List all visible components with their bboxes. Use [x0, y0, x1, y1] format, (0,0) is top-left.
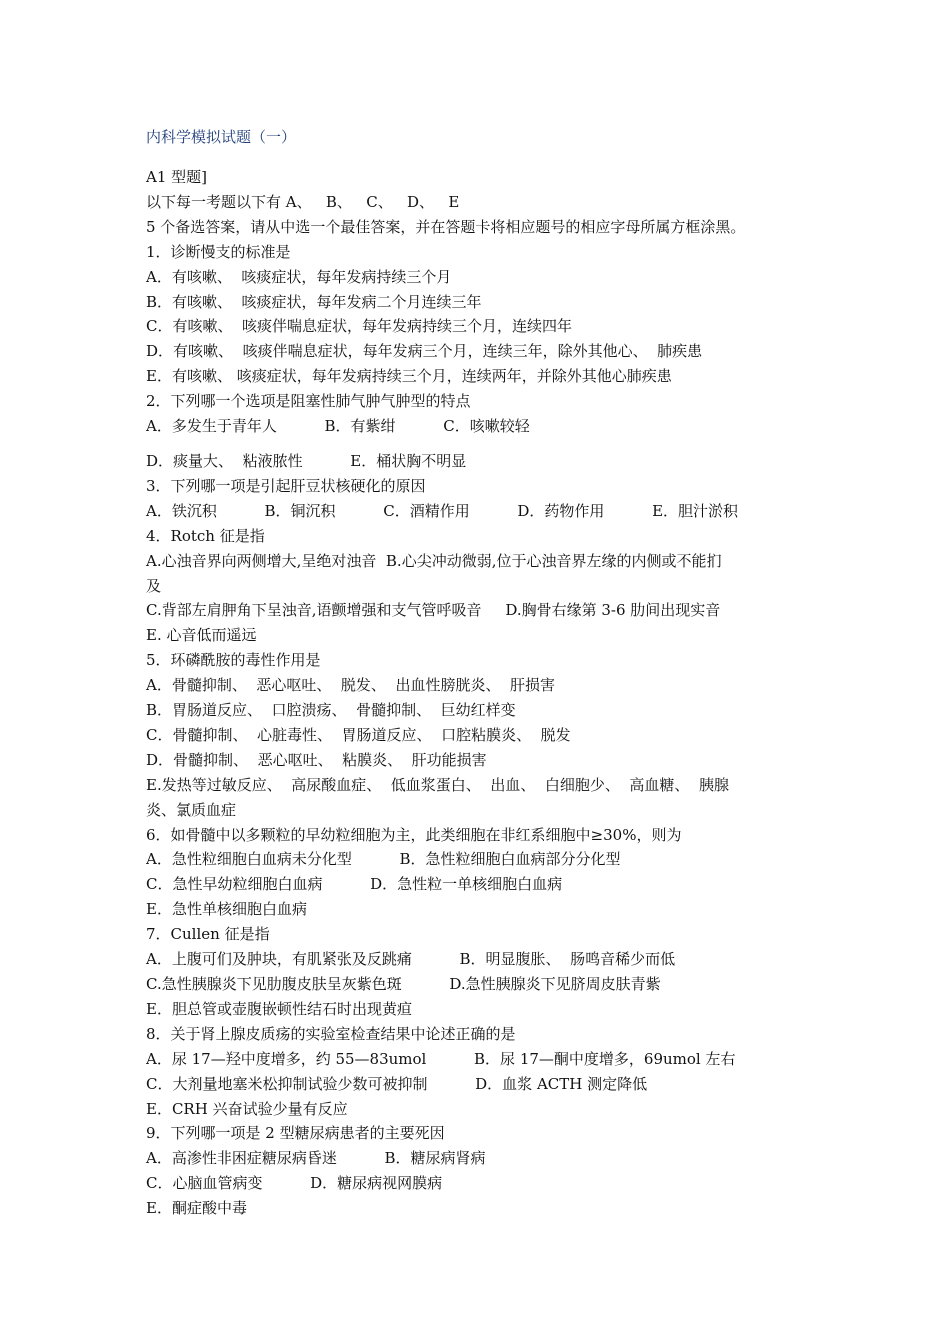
question-stem: 5．环磷酰胺的毒性作用是 [146, 651, 321, 670]
answer-option-continuation: 炎、氯质血症 [146, 800, 237, 819]
question-stem: 2．下列哪一个选项是阻塞性肺气肿气肿型的特点 [146, 392, 471, 411]
question-stem: 6．如骨髓中以多颗粒的早幼粒细胞为主，此类细胞在非红系细胞中≥30%，则为 [146, 825, 682, 844]
answer-options-row: A．上腹可们及肿块，有肌紧张及反跳痛 B．明显腹胀、 肠鸣音稀少而低 [146, 950, 676, 969]
answer-options-row: C．心脑血管病变 D．糖尿病视网膜病 [146, 1174, 443, 1193]
question-stem: 4．Rotch 征是指 [146, 526, 265, 545]
answer-options-row: A．高渗性非困症糖尿病昏迷 B．糖尿病肾病 [146, 1149, 486, 1168]
section-heading: A1 型题] [146, 168, 207, 186]
answer-options-row: A．铁沉积 B．铜沉积 C．酒精作用 D．药物作用 E．胆汁淤积 [146, 501, 739, 520]
answer-options-row: C．大剂量地塞米松抑制试验少数可被抑制 D．血浆 ACTH 测定降低 [146, 1074, 648, 1093]
instructions-line: 以下每一考题以下有 A、 B、 C、 D、 E [146, 192, 460, 211]
answer-options-row: A．急性粒细胞白血病未分化型 B．急性粒细胞白血病部分分化型 [146, 850, 621, 869]
answer-option: E. 心音低而遥远 [146, 626, 257, 645]
answer-option: B．有咳嗽、 咳痰症状，每年发病二个月连续三年 [146, 292, 482, 311]
question-stem: 1．诊断慢支的标准是 [146, 242, 291, 261]
answer-option: E．急性单核细胞白血病 [146, 900, 307, 919]
answer-options-row: C.急性胰腺炎下见肋腹皮肤呈灰紫色斑 D.急性胰腺炎下见脐周皮肤青紫 [146, 975, 661, 993]
spacer [146, 439, 811, 449]
answer-options-row: C．急性早幼粒细胞白血病 D．急性粒一单核细胞白血病 [146, 875, 563, 894]
question-stem: 3．下列哪一项是引起肝豆状核硬化的原因 [146, 476, 426, 495]
document-title: 内科学模拟试题（一） [146, 128, 297, 146]
question-stem: 9．下列哪一项是 2 型糖尿病患者的主要死因 [146, 1124, 445, 1143]
answer-option: E．酮症酸中毒 [146, 1199, 247, 1218]
question-stem: 7．Cullen 征是指 [146, 925, 270, 944]
answer-option: D．骨髓抑制、 恶心呕吐、 粘膜炎、 肝功能损害 [146, 750, 487, 769]
question-list [146, 165, 811, 1221]
answer-options-row: A．尿 17—羟中度增多，约 55—83umol B．尿 17—酮中度增多，69umol 左右 [146, 1049, 736, 1068]
answer-options-row: D．痰量大、 粘液脓性 E．桶状胸不明显 [146, 451, 467, 470]
answer-option: C.背部左肩胛角下呈浊音,语颤增强和支气管呼吸音 D.胸骨右缘第 3-6 肋间出现实音 [146, 601, 721, 620]
answer-option: E．有咳嗽、 咳痰症状，每年发病持续三个月，连续两年，并除外其他心肺疾患 [146, 367, 672, 386]
answer-option: E．胆总管或壶腹嵌顿性结石时出现黄疸 [146, 999, 412, 1018]
answer-option: C．有咳嗽、 咳痰伴喘息症状，每年发病持续三个月，连续四年 [146, 317, 573, 336]
answer-option: D．有咳嗽、 咳痰伴喘息症状，每年发病三个月，连续三年，除外其他心、 肺疾患 [146, 342, 703, 361]
answer-option: B．胃肠道反应、 口腔溃疡、 骨髓抑制、 巨幼红样变 [146, 701, 516, 720]
question-stem: 8．关于肾上腺皮质疡的实验室检查结果中论述正确的是 [146, 1024, 516, 1043]
answer-options-row: A．多发生于青年人 B．有紫绀 C．咳嗽较轻 [146, 417, 530, 436]
answer-option: C．骨髓抑制、 心脏毒性、 胃肠道反应、 口腔粘膜炎、 脱发 [146, 725, 571, 744]
answer-option: E．CRH 兴奋试验少量有反应 [146, 1099, 348, 1118]
answer-option-continuation: 及 [146, 576, 162, 595]
answer-option: A.心浊音界向两侧增大,呈绝对浊音 B.心尖冲动微弱,位于心浊音界左缘的内侧或不能扪 [146, 551, 722, 570]
answer-option: A．骨髓抑制、 恶心呕吐、 脱发、 出血性膀胱炎、 肝损害 [146, 676, 555, 695]
answer-option: E.发热等过敏反应、 高尿酸血症、 低血浆蛋白、 出血、 白细胞少、 高血糖、 胰腺 [146, 775, 729, 794]
answer-option: A．有咳嗽、 咳痰症状，每年发病持续三个月 [146, 267, 452, 286]
instructions-line: 5 个备选答案，请从中选一个最佳答案，并在答题卡将相应题号的相应字母所属方框涂黑。 [146, 217, 746, 236]
